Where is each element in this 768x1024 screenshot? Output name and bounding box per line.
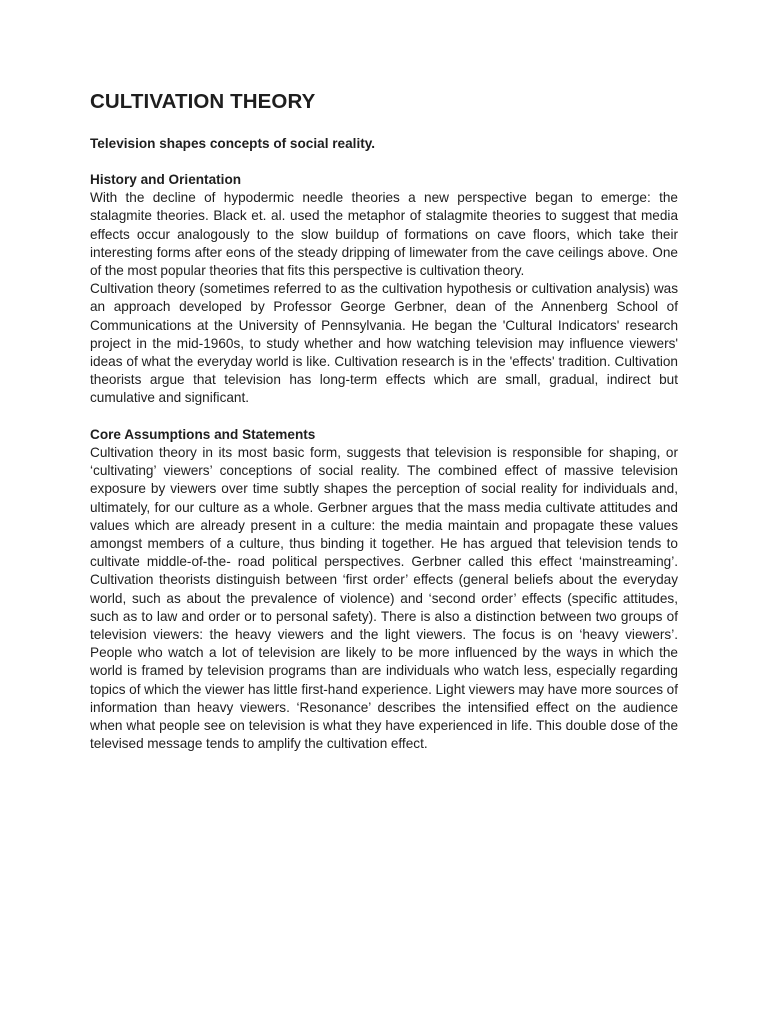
section-heading: History and Orientation [90,172,242,187]
paragraph: With the decline of hypodermic needle theories a new perspective began to emerge: the stalagmite theories. Black et. al. used the metaphor of stalagmite theories to suggest that media effects occur analogously to the slow buildup of formations on cave floors, which take their interesting forms after eons of the steady dripping of limewater from the cave ceilings above. One of the most popular theories that fits this perspective is cultivation theory. [90,190,678,279]
document-subtitle: Television shapes concepts of social reality. [90,136,376,151]
document-title: CULTIVATION THEORY [90,90,316,113]
paragraph: Cultivation theory (sometimes referred to as the cultivation hypothesis or cultivation analysis) was an approach developed by Professor George Gerbner, dean of the Annenberg School of Communications at the University of Pennsylvania. He began the 'Cultural Indicators' research project in the mid-1960s, to study whether and how watching television may influence viewers' ideas of what the everyday world is like. Cultivation research is in the 'effects' tradition. Cultivation theorists argue that television has long-term effects which are small, gradual, indirect but cumulative and significant. [90,281,678,406]
section-heading: Core Assumptions and Statements [90,426,316,442]
section-core-assumptions [90,426,678,754]
document-page [90,88,678,753]
section-history-orientation [90,171,678,408]
paragraph: Cultivation theory in its most basic form, suggests that television is responsible for shaping, or ‘cultivating’ viewers’ conceptions of social reality. The combined effect of massive television exposure by viewers over time subtly shapes the perception of social reality for individuals and, ultimately, for our culture as a whole. Gerbner argues that the mass media cultivate attitudes and values which are already present in a culture: the media maintain and propagate these values amongst members of a culture, thus binding it together. He has argued that television tends to cultivate middle-of-the- road political perspectives. Gerbner called this effect ‘mainstreaming’. Cultivation theorists distinguish between ‘first order’ effects (general beliefs about the everyday world, such as about the prevalence of violence) and ‘second order’ effects (specific attitudes, such as to law and order or to personal safety). There is also a distinction between two groups of television viewers: the heavy viewers and the light viewers. The focus is on ‘heavy viewers’. People who watch a lot of television are likely to be more influenced by the ways in which the world is framed by television programs than are individuals who watch less, especially regarding topics of which the viewer has little first-hand experience. Light viewers may have more sources of information than heavy viewers. ‘Resonance’ describes the intensified effect on the audience when what people see on television is what they have experienced in life. This double dose of the televised message tends to amplify the cultivation effect. [90,445,678,752]
